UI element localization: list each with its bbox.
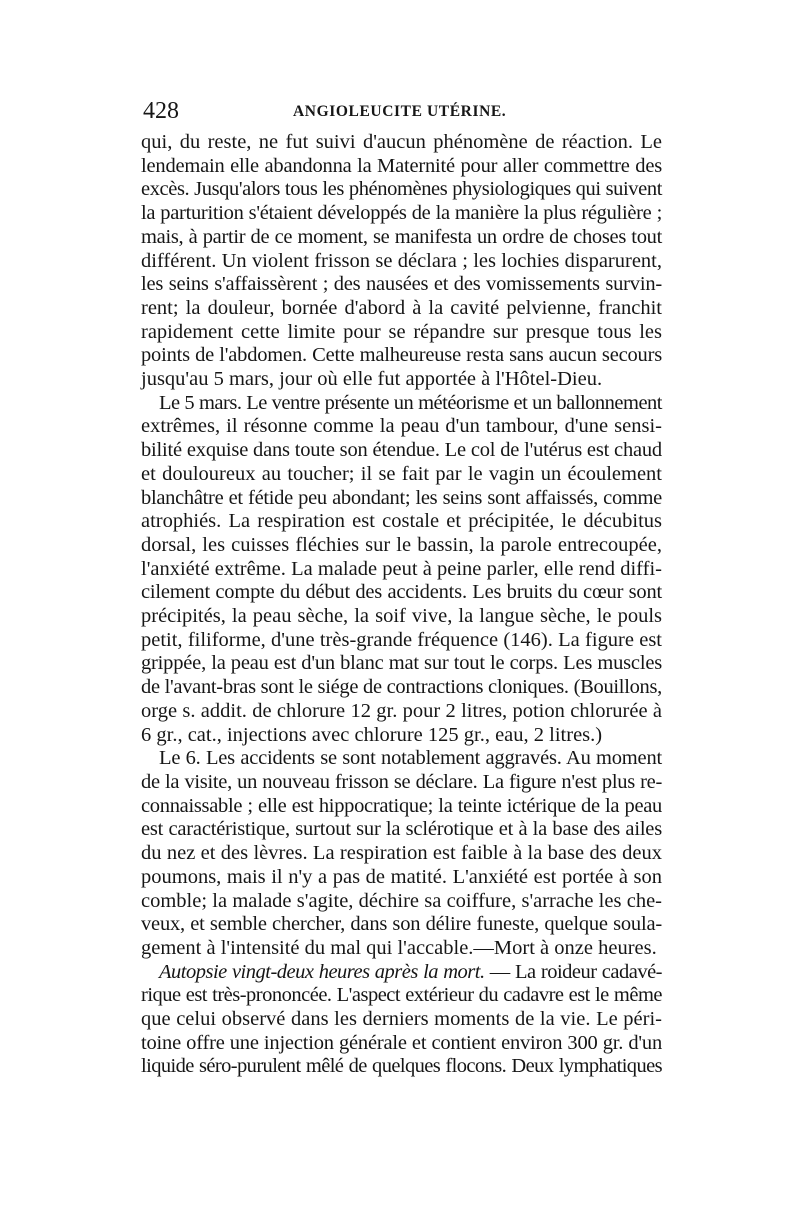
- text-line: extrêmes, il résonne comme la peau d'un tambour, d'une sensi-: [141, 415, 662, 438]
- text-line: du nez et des lèvres. La respiration est faible à la base des deux: [141, 842, 662, 865]
- running-head: [143, 96, 661, 126]
- text-line: atrophiés. La respiration est costale et précipitée, le décubitus: [141, 510, 662, 533]
- text-line: qui, du reste, ne fut suivi d'aucun phénomène de réaction. Le: [141, 131, 662, 153]
- text-line: petit, filiforme, d'une très-grande fréquence (146). La figure est: [141, 628, 662, 651]
- text-line: la parturition s'étaient développés de la manière la plus régulière ;: [141, 202, 662, 225]
- text-line: bilité exquise dans toute son étendue. Le col de l'utérus est chaud: [141, 439, 662, 462]
- text-line: gement à l'intensité du mal qui l'accable.—Mort à onze heures.: [141, 936, 657, 959]
- running-title: ANGIOLEUCITE UTÉRINE.: [293, 103, 507, 120]
- text-line: que celui observé dans les derniers moments de la vie. Le péri-: [141, 1008, 662, 1031]
- text-line: [141, 961, 662, 985]
- text-line: grippée, la peau est d'un blanc mat sur tout le corps. Les muscles: [141, 652, 662, 675]
- text-line: 6 gr., cat., injections avec chlorure 125 gr., eau, 2 litres.): [141, 723, 603, 746]
- paragraph-3: [141, 747, 662, 960]
- text-line: et douloureux au toucher; il se fait par le vagin un écoulement: [141, 462, 662, 485]
- text-fragment: — La roideur cadavé-: [484, 960, 663, 983]
- text-line: poumons, mais il n'y a pas de matité. L'anxiété est portée à son: [141, 865, 662, 888]
- text-line: connaissable ; elle est hippocratique; la teinte ictérique de la peau: [141, 794, 662, 817]
- page-number: 428: [143, 98, 179, 124]
- text-line: jusqu'au 5 mars, jour où elle fut apportée à l'Hôtel-Dieu.: [141, 368, 603, 391]
- text-line: cilement compte du début des accidents. Les bruits du cœur sont: [141, 581, 662, 604]
- text-line: précipités, la peau sèche, la soif vive, la langue sèche, le pouls: [141, 605, 662, 628]
- text-line: comble; la malade s'agite, déchire sa coiffure, s'arrache les che-: [141, 889, 662, 912]
- body-text: [141, 131, 662, 1079]
- text-line: blanchâtre et fétide peu abondant; les seins sont affaissés, comme: [141, 486, 662, 509]
- text-line: points de l'abdomen. Cette malheureuse resta sans aucun secours: [141, 344, 662, 367]
- text-line: les seins s'affaissèrent ; des nausées et des vomissements survin-: [141, 273, 662, 296]
- text-line: excès. Jusqu'alors tous les phénomènes physiologiques qui suivent: [141, 178, 662, 201]
- text-line: liquide séro-purulent mêlé de quelques flocons. Deux lymphatiques: [141, 1055, 662, 1078]
- text-line: est caractéristique, surtout sur la sclérotique et à la base des ailes: [141, 818, 662, 841]
- text-line: rent; la douleur, bornée d'abord à la cavité pelvienne, franchit: [141, 296, 662, 319]
- text-line: rapidement cette limite pour se répandre sur presque tous les: [141, 320, 662, 343]
- text-line: orge s. addit. de chlorure 12 gr. pour 2 litres, potion chlorurée à: [141, 699, 662, 722]
- text-line: de la visite, un nouveau frisson se déclare. La figure n'est plus re-: [141, 770, 662, 793]
- autopsy-heading: Autopsie vingt-deux heures après la mort.: [159, 960, 485, 983]
- paragraph-1: [141, 131, 662, 392]
- text-line: l'anxiété extrême. La malade peut à peine parler, elle rend diffi-: [141, 557, 662, 580]
- text-line: différent. Un violent frisson se déclara ; les lochies disparurent,: [141, 249, 662, 272]
- text-line: Le 5 mars. Le ventre présente un météorisme et un ballonnement: [159, 391, 662, 414]
- text-line: toine offre une injection générale et contient environ 300 gr. d'un: [141, 1031, 662, 1054]
- text-line: dorsal, les cuisses fléchies sur le bassin, la parole entrecoupée,: [141, 533, 662, 556]
- text-line: lendemain elle abandonna la Maternité pour aller commettre des: [141, 154, 662, 177]
- text-line: Le 6. Les accidents se sont notablement aggravés. Au moment: [159, 747, 662, 770]
- text-line: rique est très-prononcée. L'aspect extérieur du cadavre est le même: [141, 984, 662, 1007]
- text-line: veux, et semble chercher, dans son délire funeste, quelque soula-: [141, 913, 662, 936]
- paragraph-4: [141, 961, 662, 1080]
- text-line: de l'avant-bras sont le siége de contractions cloniques. (Bouillons,: [141, 676, 662, 699]
- text-line: mais, à partir de ce moment, se manifesta un ordre de choses tout: [141, 225, 662, 248]
- paragraph-2: [141, 392, 662, 748]
